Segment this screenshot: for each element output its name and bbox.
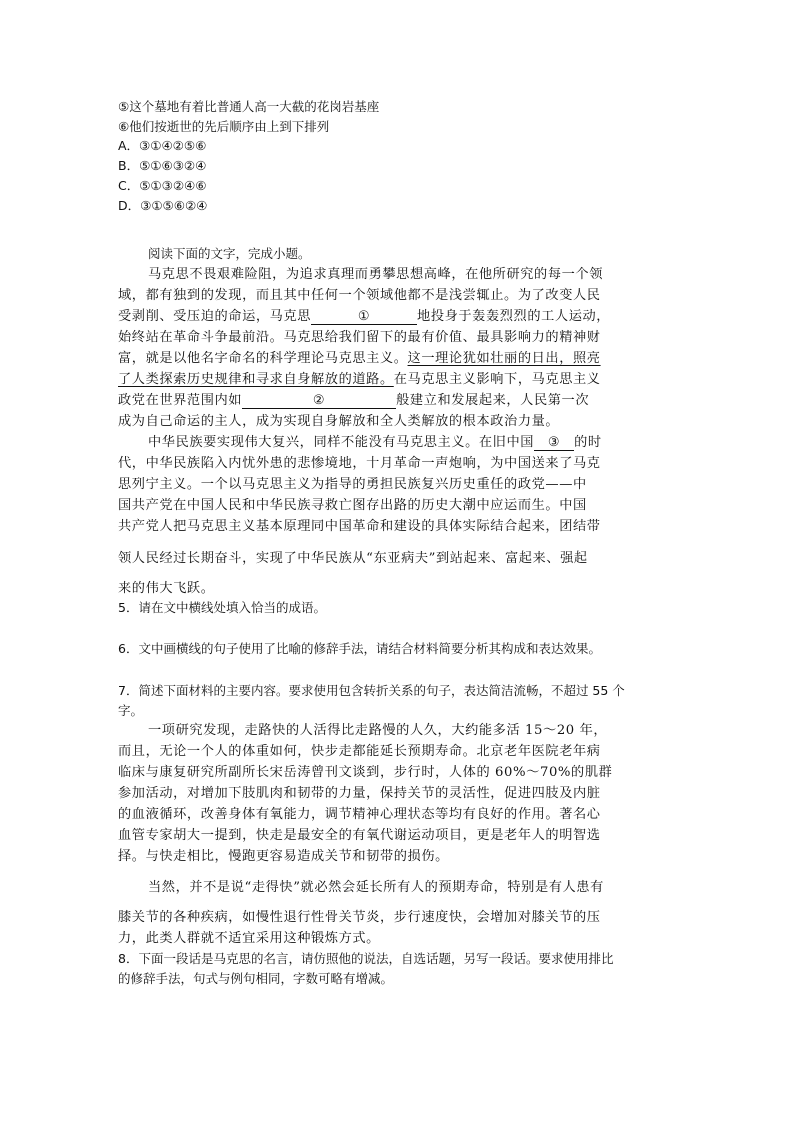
passage-line (118, 350, 601, 368)
question-7: 7．简述下面材料的主要内容。要求使用包含转折关系的句子，表达简洁流畅，不超过 55 个 (118, 683, 625, 698)
passage-text: 地投身于轰轰烈烈的工人运动， (417, 309, 611, 324)
option-c: C．⑤①③②④⑥ (118, 178, 207, 193)
material-line: 膝关节的各种疾病，如慢性退行性骨关节炎，步行速度快，会增加对膝关节的压 (118, 910, 601, 925)
blank-3: ③ (534, 435, 574, 451)
material-line: 临床与康复研究所副所长宋岳涛曾刊文谈到，步行时，人体的 60%～70%的肌群 (118, 765, 613, 780)
passage-line (118, 371, 601, 389)
question-8: 8．下面一段话是马克思的名言，请仿照他的说法，自选话题，另写一段话。要求使用排比 (118, 951, 614, 966)
passage-line: 国共产党在中国人民和中华民族寻救亡图存出路的历史大潮中应运而生。中国 (118, 498, 587, 513)
sequence-item-6: ⑥他们按逝世的先后顺序由上到下排列 (118, 119, 330, 134)
question-7-cont: 字。 (118, 703, 144, 718)
passage-line: 始终站在革命斗争最前沿。马克思给我们留下的最有价值、最具影响力的精神财 (118, 330, 601, 345)
passage-line: 成为自己命运的主人，成为实现自身解放和全人类解放的根本政治力量。 (118, 414, 560, 429)
passage-text: 受剥削、受压迫的命运，马克思 (118, 309, 312, 324)
blank-2: ② (242, 393, 396, 409)
passage-text: 般建立和发展起来，人民第一次 (396, 393, 590, 408)
passage-line (118, 308, 610, 326)
blank-1: ① (311, 309, 417, 325)
passage-line: 来的伟大飞跃。 (118, 581, 215, 596)
passage-line (148, 434, 602, 452)
material-line: 而且，无论一个人的体重如何，快步走都能延长预期寿命。北京老年医院老年病 (118, 744, 601, 759)
sequence-item-5: ⑤这个墓地有着比普通人高一大截的花岗岩基座 (118, 99, 380, 114)
passage-text: 中华民族要实现伟大复兴，同样不能没有马克思主义。在旧中国 (148, 435, 535, 450)
passage-text: 在马克思主义影响下，马克思主义 (393, 372, 601, 387)
passage-line: 思列宁主义。一个以马克思主义为指导的勇担民族复兴历史重任的政党——中 (118, 477, 587, 492)
passage-text: 政党在世界范围内如 (118, 393, 243, 408)
option-a: A．③①④②⑤⑥ (118, 138, 207, 153)
passage-text: 的时 (574, 435, 602, 450)
passage-line (118, 392, 589, 410)
material-line: 当然，并不是说“走得快”就必然会延长所有人的预期寿命，特别是有人患有 (148, 880, 604, 895)
material-line: 的血液循环，改善身体有氧能力，调节精神心理状态等均有良好的作用。著名心 (118, 807, 601, 822)
passage-line: 领人民经过长期奋斗，实现了中华民族从“东亚病夫”到站起来、富起来、强起 (118, 551, 588, 566)
question-6: 6．文中画横线的句子使用了比喻的修辞手法，请结合材料简要分析其构成和表达效果。 (118, 641, 601, 656)
material-line: 参加活动，对增加下肢肌肉和韧带的力量，保持关节的灵活性，促进四肢及内脏 (118, 786, 601, 801)
material-line: 力，此类人群就不适宜采用这种锻炼方式。 (118, 931, 380, 946)
reading-instruction: 阅读下面的文字，完成小题。 (148, 246, 311, 261)
material-line: 血管专家胡大一提到，快走是最安全的有氧代谢运动项目，更是老年人的明智选 (118, 828, 601, 843)
passage-line: 代，中华民族陷入内忧外患的悲惨境地，十月革命一声炮响，为中国送来了马克 (118, 456, 601, 471)
material-line: 择。与快走相比，慢跑更容易造成关节和韧带的损伤。 (118, 849, 449, 864)
question-5: 5．请在文中横线处填入恰当的成语。 (118, 600, 326, 615)
question-8-cont: 的修辞手法，句式与例句相同，字数可略有增减。 (118, 971, 394, 986)
option-b: B．⑤①⑥③②④ (118, 158, 207, 173)
metaphor-sentence: 这一理论犹如壮丽的日出，照亮 (407, 351, 601, 366)
metaphor-sentence: 了人类探索历史规律和寻求自身解放的道路。 (118, 372, 394, 387)
passage-text: 富，就是以他名字命名的科学理论马克思主义。 (118, 351, 408, 366)
passage-line: 域，都有独到的发现，而且其中任何一个领域他都不是浅尝辄止。为了改变人民 (118, 288, 601, 303)
option-d: D．③①⑤⑥②④ (118, 198, 208, 213)
passage-line: 马克思不畏艰难险阻，为追求真理而勇攀思想高峰，在他所研究的每一个领 (148, 267, 603, 282)
material-line: 一项研究发现，走路快的人活得比走路慢的人久，大约能多活 15～20 年， (148, 723, 608, 738)
passage-line: 共产党人把马克思主义基本原理同中国革命和建设的具体实际结合起来，团结带 (118, 519, 601, 534)
